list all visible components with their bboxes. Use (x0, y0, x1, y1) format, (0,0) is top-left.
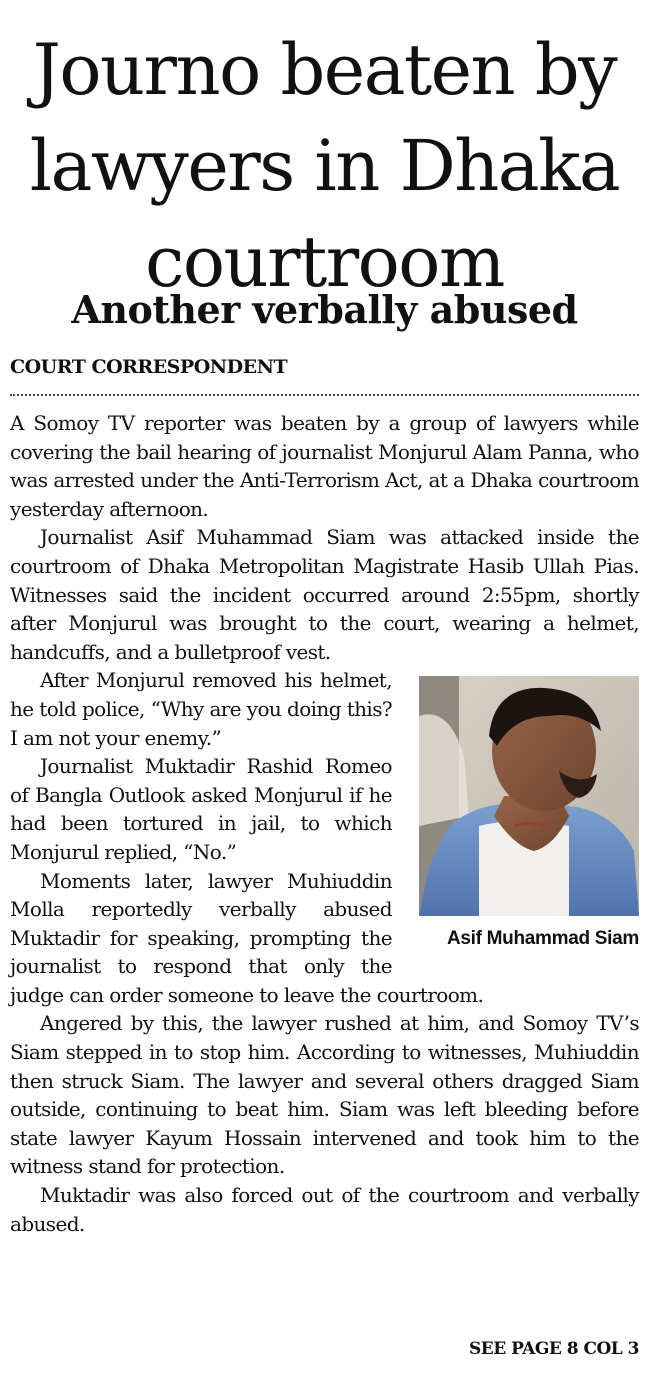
article-paragraph: A Somoy TV reporter was beaten by a group of lawyers while covering the bail hearing of journalist Monjurul Alam Panna, who was arrested under the Anti-Terrorism Act, at a Dhaka courtroom yesterday afternoon. (10, 411, 639, 521)
article-paragraph: Journalist Muktadir Rashid Romeo of Bangla Outlook asked Monjurul if he had been tortured in jail, to which Monjurul replied, “No.” (10, 754, 392, 864)
article-body (10, 409, 639, 1238)
article-paragraph: Journalist Asif Muhammad Siam was attacked inside the courtroom of Dhaka Metropolitan Magistrate Hasib Ullah Pias. Witnesses said the incident occurred around 2:55pm, shortly after Monjurul was brought to the court, wearing a helmet, handcuffs, and a bulletproof vest. (10, 525, 639, 664)
headline-line: Journo beaten by (32, 29, 617, 111)
photo-caption: Asif Muhammad Siam (446, 928, 639, 950)
byline: COURT CORRESPONDENT (10, 356, 288, 378)
article-paragraph: After Monjurul removed his helmet, he told police, “Why are you doing this? I am not your enemy.” (10, 668, 392, 750)
dotted-divider (10, 394, 639, 396)
reporter-photo (419, 676, 639, 916)
article-paragraph: Muktadir was also forced out of the courtroom and verbally abused. (10, 1183, 639, 1236)
continuation-jump: SEE PAGE 8 COL 3 (468, 1339, 639, 1359)
article-paragraph: Moments later, lawyer Muhiuddin Molla reportedly verbally abused Muktadir for speaking, prompting the journalist to respond that only the judge can order someone to leave the courtroom. (10, 868, 484, 1007)
photo-figure (410, 676, 639, 976)
headline-line: courtroom (145, 221, 504, 303)
headline-line: lawyers in Dhaka (29, 125, 620, 207)
article-paragraph: Angered by this, the lawyer rushed at him, and Somoy TV’s Siam stepped in to stop him. According to witnesses, Muhiuddin then struck Siam. The lawyer and several others dragged Siam outside, continuing to beat him. Siam was left bleeding before state lawyer Kayum Hossain intervened and took him to the witness stand for protection. (10, 1011, 639, 1179)
headline (0, 22, 649, 310)
subheadline: Another verbally abused (71, 287, 578, 332)
